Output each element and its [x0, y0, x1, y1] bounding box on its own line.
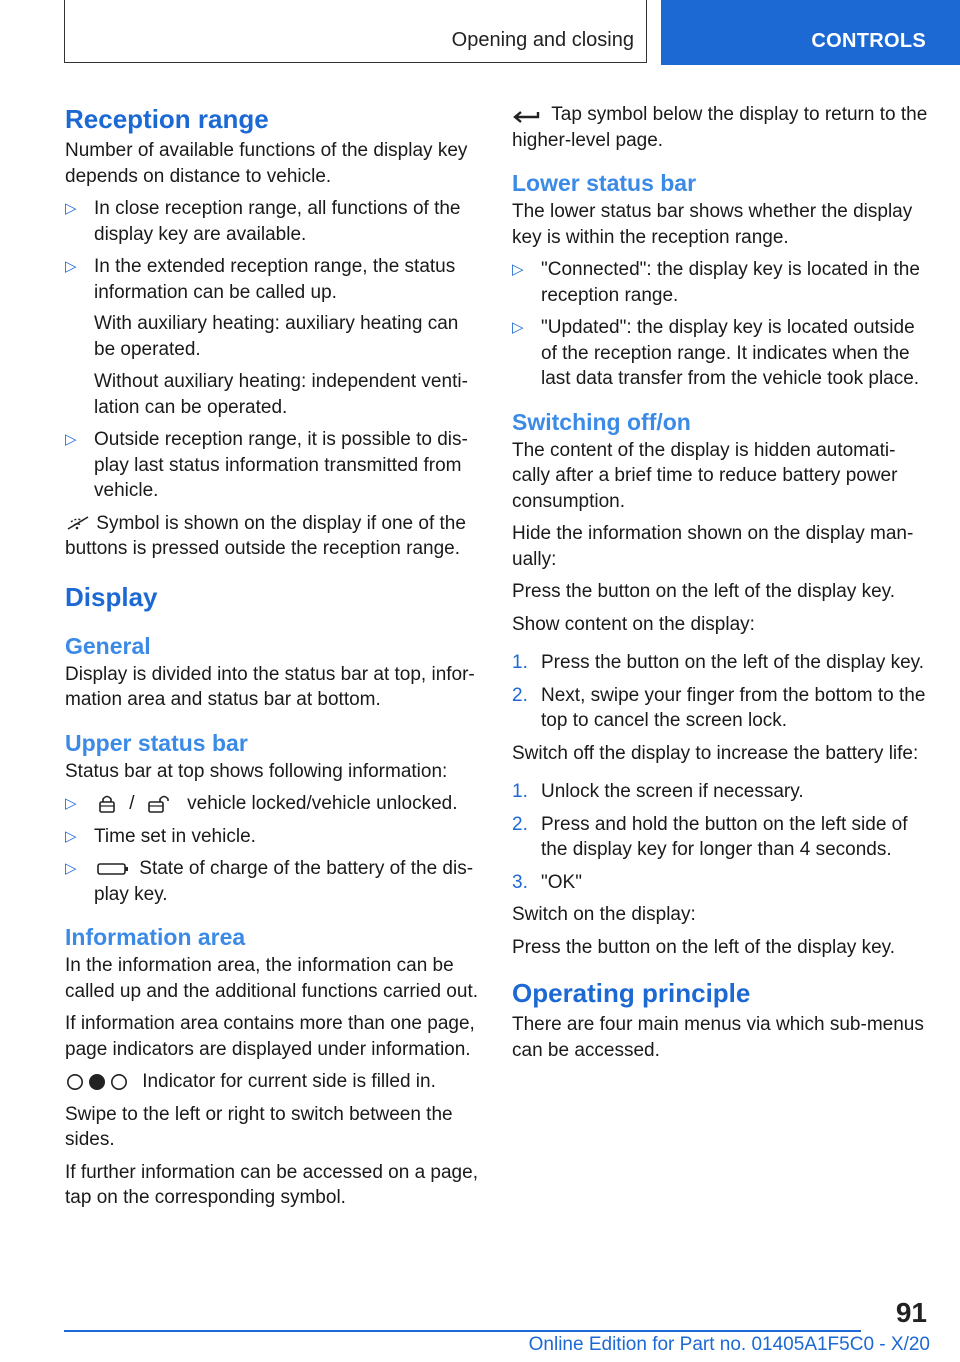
list-item: 2. Next, swipe your finger from the bottom to the top to cancel the screen lock. [512, 684, 926, 731]
lower-status-list [512, 257, 932, 392]
heading-general: General [65, 632, 151, 659]
triangle-bullet-icon: ▷ [65, 431, 77, 448]
no-signal-icon [65, 514, 91, 532]
header-chapter-tab [661, 0, 960, 65]
battery-icon [96, 861, 130, 877]
header-section-title: Opening and closing [451, 29, 634, 51]
list-item: ▷ In close reception range, all functions of the display key are available. [65, 198, 461, 245]
header-chapter-title: CONTROLS [811, 30, 926, 52]
info-text: If information area contains more than one page, page indicators are displayed under information. [65, 1013, 475, 1060]
upper-status-list [65, 791, 479, 907]
footer-divider [64, 1330, 861, 1332]
triangle-bullet-icon: ▷ [512, 261, 524, 278]
lock-closed-icon [96, 794, 118, 814]
switch-text: Hide the information shown on the display man-ually: [512, 523, 914, 570]
reception-sub-note: With auxiliary heating: auxiliary heating can be operated. [94, 313, 459, 360]
heading-reception-range: Reception range [65, 104, 269, 134]
list-item: ▷ Outside reception range, it is possible to dis-play last status information transmitted from vehicle. [65, 429, 468, 501]
page-number: 91 [895, 1297, 927, 1328]
lower-intro: The lower status bar shows whether the display key is within the reception range. [512, 201, 913, 248]
info-text: If further information can be accessed on a page, tap on the corresponding symbol. [65, 1161, 478, 1208]
heading-information-area: Information area [65, 924, 246, 950]
operating-text: There are four main menus via which sub-menus can be accessed. [512, 1014, 924, 1061]
lock-open-icon [146, 794, 176, 814]
step-number: 2. [512, 684, 528, 706]
right-column [512, 102, 932, 1070]
switch-text: Show content on the display: [512, 613, 755, 635]
switch-text: Press the button on the left of the display key. [512, 581, 896, 602]
switch-off-steps [512, 779, 932, 895]
list-item: 1. Unlock the screen if necessary. [512, 779, 932, 805]
left-column [65, 100, 479, 1218]
footer-edition: Online Edition for Part no. 01405A1F5C0 - X/20 [528, 1334, 930, 1355]
heading-switching-off-on: Switching off/on [512, 408, 691, 435]
show-content-steps [512, 650, 932, 734]
back-symbol-note: Tap symbol below the display to return to the higher-level page. [512, 104, 928, 151]
triangle-bullet-icon: ▷ [65, 200, 77, 217]
reception-list [65, 196, 479, 504]
list-item: 1. Press the button on the left of the display key. [512, 650, 932, 676]
step-number: 1. [512, 652, 528, 673]
heading-display: Display [65, 581, 158, 612]
heading-lower-status-bar: Lower status bar [512, 170, 697, 196]
upper-intro: Status bar at top shows following information: [65, 760, 448, 782]
back-arrow-icon [512, 106, 542, 124]
triangle-bullet-icon: ▷ [65, 827, 77, 845]
general-text: Display is divided into the status bar at top, infor-mation area and status bar at bottom. [65, 663, 475, 710]
triangle-bullet-icon: ▷ [65, 860, 77, 877]
list-item: 3. "OK" [512, 870, 932, 896]
triangle-bullet-icon: ▷ [65, 258, 77, 275]
reception-intro: Number of available functions of the display key depends on distance to vehicle. [65, 140, 468, 187]
list-item: ▷ State of charge of the battery of the dis-play key. [65, 858, 474, 905]
list-item: ▷ "Updated": the display key is located outside of the reception range. It indicates when the last data transfer from the vehicle took place. [512, 317, 920, 389]
page-indicator-note: Indicator for current side is filled in. [65, 1069, 479, 1095]
triangle-bullet-icon: ▷ [65, 795, 77, 812]
step-number: 1. [512, 781, 528, 802]
list-item: ▷ Time set in vehicle. [65, 824, 479, 850]
triangle-bullet-icon: ▷ [512, 319, 524, 336]
step-number: 3. [512, 871, 528, 893]
heading-operating-principle: Operating principle [512, 978, 751, 1008]
info-text: In the information area, the information can be called up and the additional functions carried out. [65, 955, 478, 1002]
reception-sub-note: Without auxiliary heating: independent venti-lation can be operated. [94, 371, 468, 418]
list-item: 2. Press and hold the button on the left side of the display key for longer than 4 seconds. [512, 813, 908, 860]
step-number: 2. [512, 813, 528, 835]
switch-text: Press the button on the left of the display key. [512, 936, 896, 958]
info-text: Swipe to the left or right to switch between the sides. [65, 1103, 453, 1150]
switch-text: Switch off the display to increase the battery life: [512, 742, 919, 764]
out-of-range-note: Symbol is shown on the display if one of the buttons is pressed outside the reception range. [65, 512, 466, 559]
page-indicator-icon [65, 1072, 131, 1092]
header-section-box [64, 0, 647, 63]
list-item: ▷ "Connected": the display key is located in the reception range. [512, 259, 920, 306]
switch-text: Switch on the display: [512, 904, 696, 925]
list-item: ▷ / vehicle locked/vehicle unlocked. [65, 791, 479, 817]
heading-upper-status-bar: Upper status bar [65, 729, 248, 756]
list-item: ▷ In the extended reception range, the status information can be called up. With auxiliary heating: auxiliary heating can be operated. Without auxiliary heating: independent venti-lation can be operated. [65, 254, 479, 420]
switch-text: The content of the display is hidden automati-cally after a brief time to reduce battery power consumption. [512, 439, 898, 512]
